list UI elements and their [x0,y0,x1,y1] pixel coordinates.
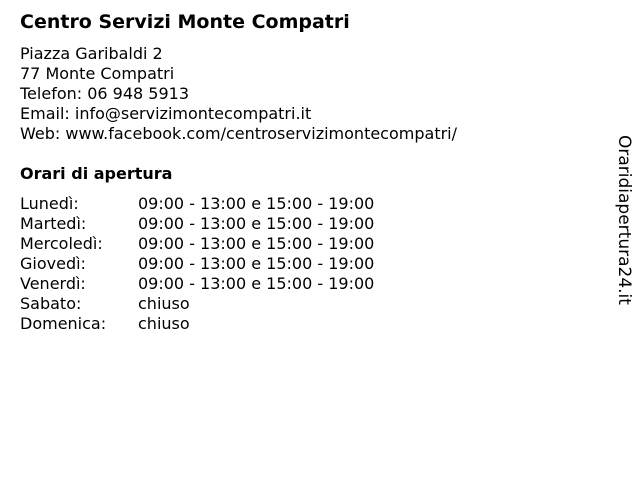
hours-value: 09:00 - 13:00 e 15:00 - 19:00 [138,214,375,233]
hours-value: 09:00 - 13:00 e 15:00 - 19:00 [138,234,375,253]
phone-number: Telefon: 06 948 5913 [20,84,190,103]
hours-day: Sabato: [20,294,82,313]
contact-block [20,44,457,144]
hours-day: Venerdì: [20,274,86,293]
watermark [612,135,636,310]
hours-day: Mercoledì: [20,234,103,253]
business-name: Centro Servizi Monte Compatri [20,11,350,33]
hours-day: Lunedì: [20,194,79,213]
hours-value: 09:00 - 13:00 e 15:00 - 19:00 [138,274,375,293]
hours-day: Domenica: [20,314,107,333]
hours-value: 09:00 - 13:00 e 15:00 - 19:00 [138,254,375,273]
hours-value: 09:00 - 13:00 e 15:00 - 19:00 [138,194,375,213]
hours-day: Giovedì: [20,254,86,273]
hours-day: Martedì: [20,214,87,233]
watermark-text: Oraridiapertura24.it [614,135,634,305]
hours-value: chiuso [138,294,190,313]
email-address: Email: info@servizimontecompatri.it [20,104,312,123]
hours-heading: Orari di apertura [20,164,173,183]
city-address: 77 Monte Compatri [20,64,175,83]
hours-value: chiuso [138,314,190,333]
website-link: Web: www.facebook.com/centroservizimontecompatri/ [20,124,457,143]
street-address: Piazza Garibaldi 2 [20,44,163,63]
